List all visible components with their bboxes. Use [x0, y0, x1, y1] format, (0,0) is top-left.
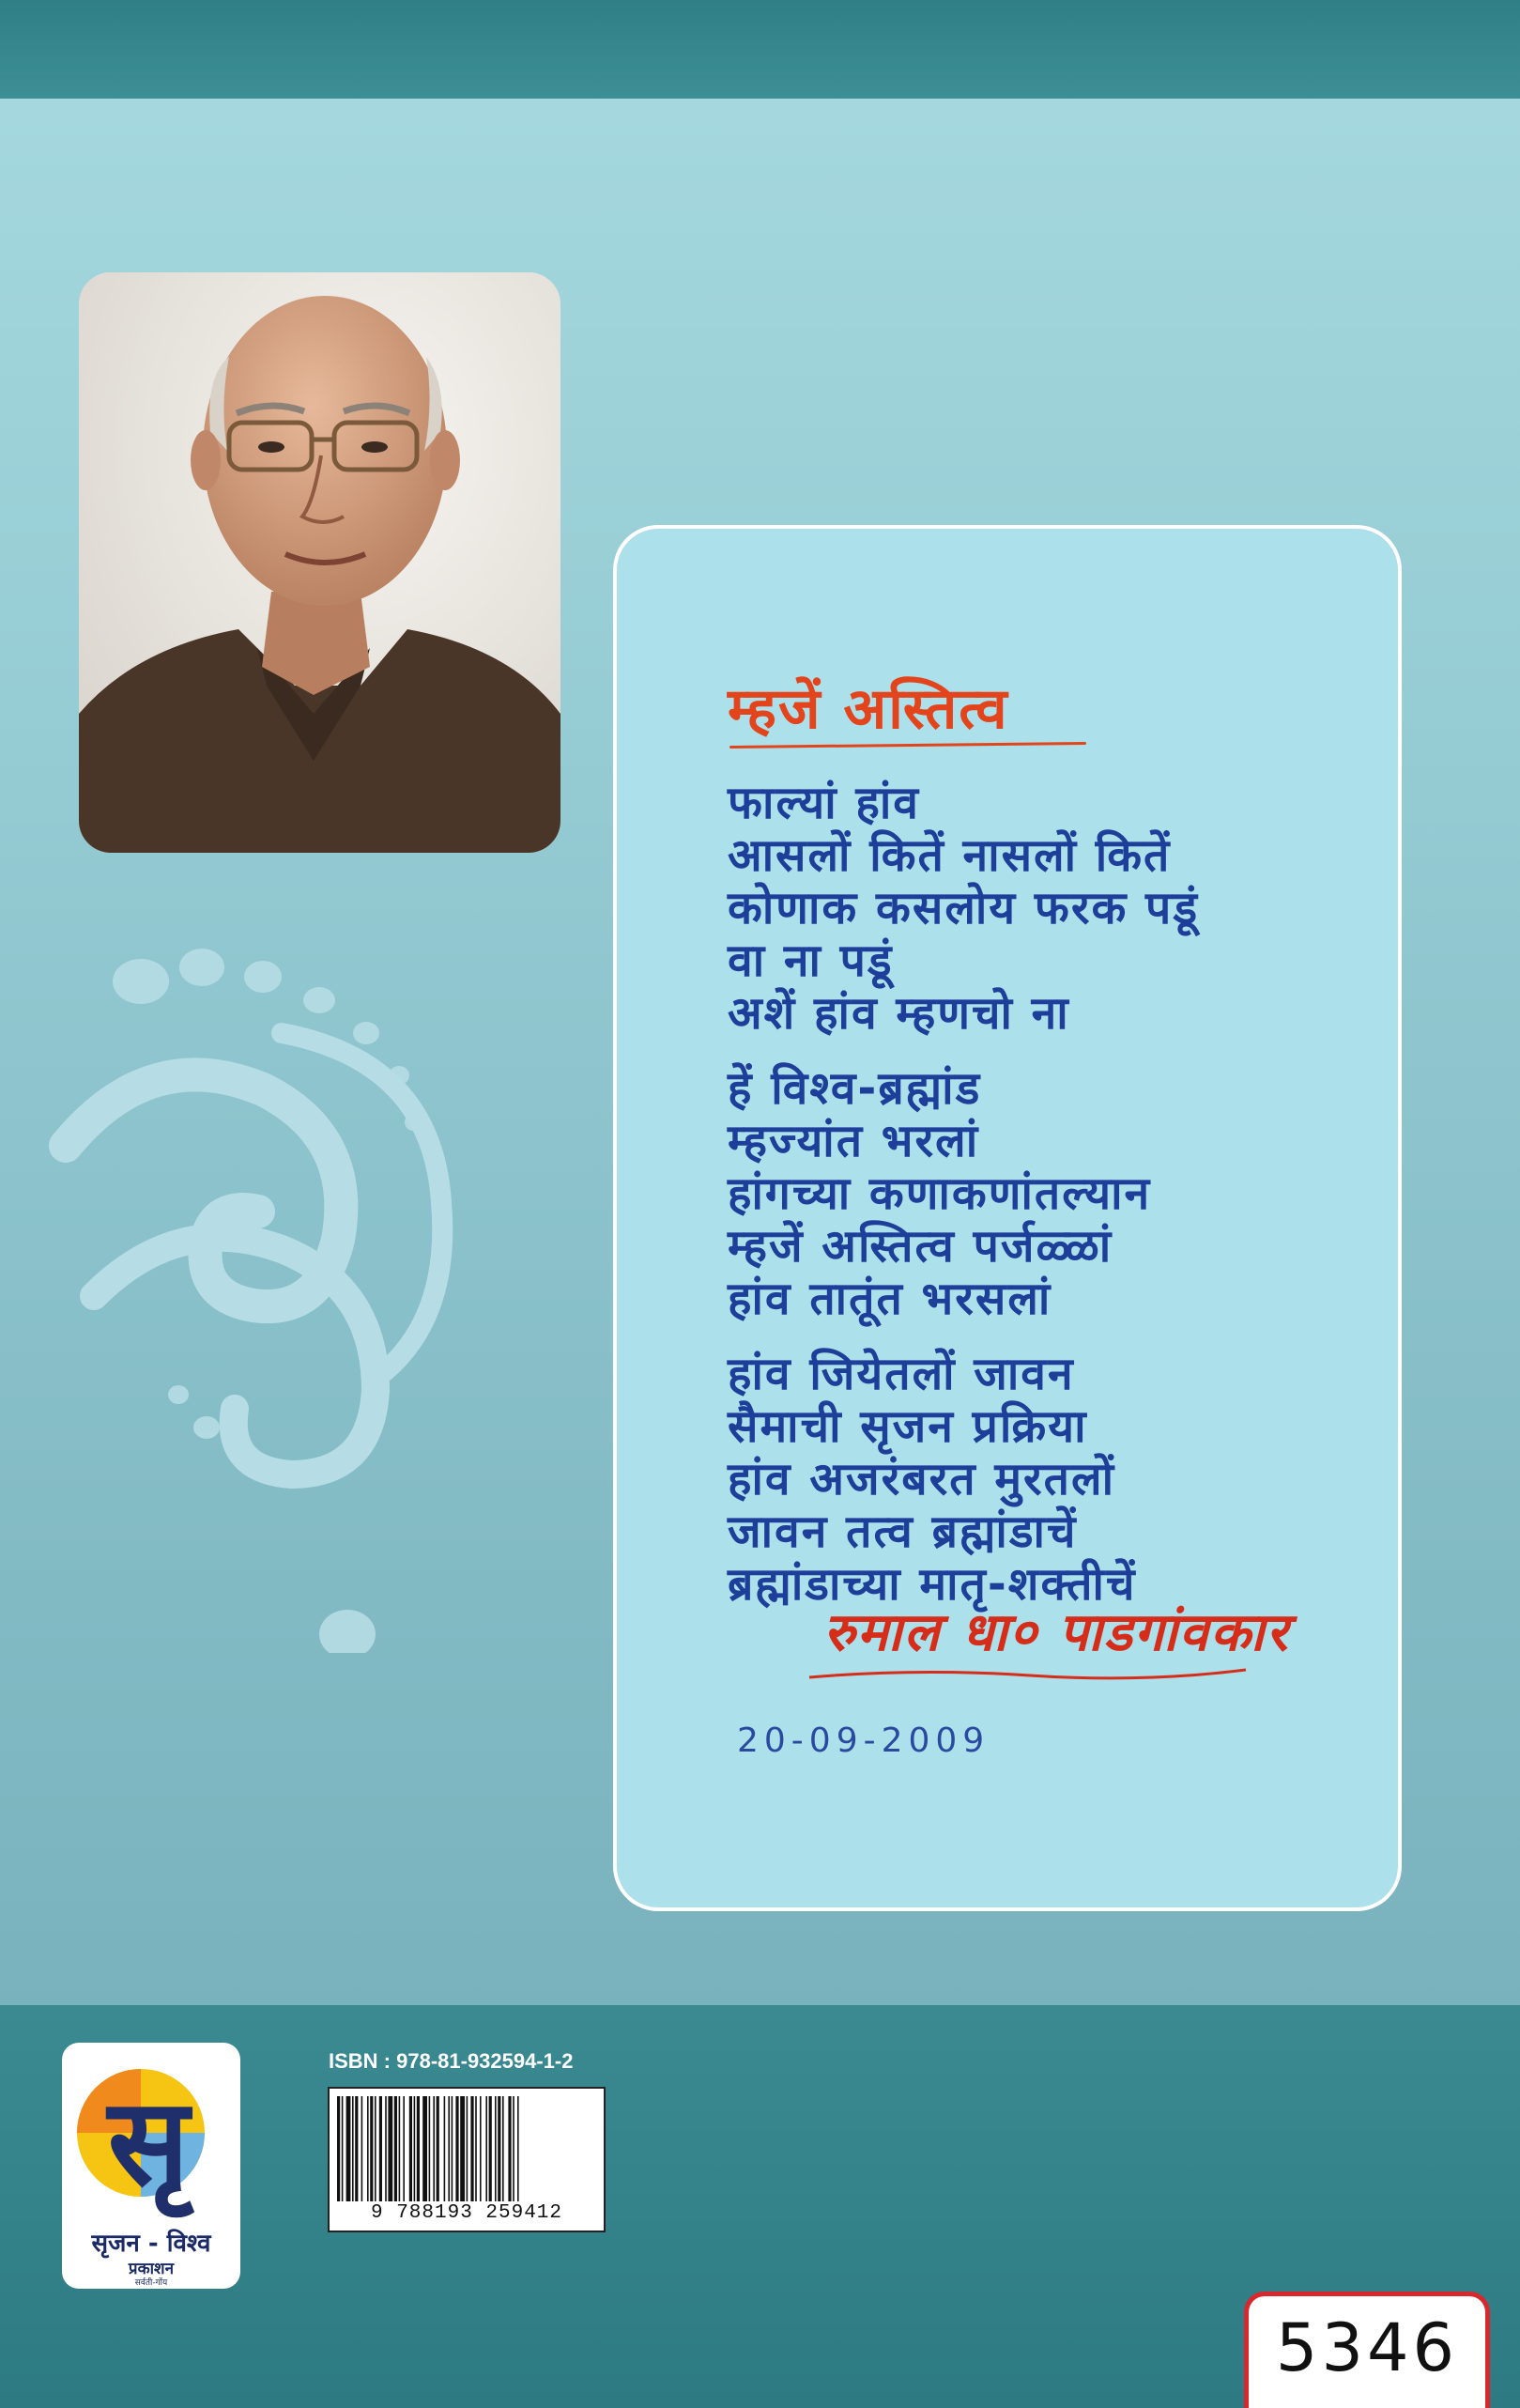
poem-line: हें विश्व-ब्रह्मांड [728, 1062, 982, 1115]
barcode-bar [342, 2096, 344, 2201]
poem-line: म्हजें अस्तित्व पर्जळ्ळां [728, 1220, 1113, 1273]
author-signature: रुमाल धा० पाडगांवकार [823, 1602, 1290, 1663]
barcode-bar [385, 2096, 387, 2201]
poem-line: जावन तत्व ब्रह्मांडाचें [728, 1505, 1078, 1558]
signature-flourish [805, 1660, 1255, 1689]
barcode-bar [337, 2096, 340, 2201]
poem-line: हांव जियेतलों जावन [728, 1348, 1075, 1400]
barcode [328, 2087, 606, 2232]
publisher-place: सर्वती-गोंय [134, 2278, 168, 2288]
barcode-bar [489, 2096, 492, 2201]
barcode-bar [379, 2096, 382, 2201]
barcode-bar [502, 2096, 504, 2201]
library-sticker [1244, 2292, 1490, 2408]
barcode-bar [422, 2096, 427, 2201]
barcode-bar [414, 2096, 416, 2201]
barcode-bar [346, 2096, 351, 2201]
barcode-bar [470, 2096, 473, 2201]
barcode-bar [498, 2096, 500, 2201]
barcode-bar [433, 2096, 435, 2201]
barcode-bar [437, 2096, 439, 2201]
barcode-bar [508, 2096, 511, 2201]
publisher-logo [62, 2043, 240, 2289]
barcode-bar [444, 2096, 446, 2201]
poem-line: सैमाची सृजन प्रक्रिया [728, 1400, 1088, 1453]
poem-line: हांगच्या कणाकणांतल्यान [728, 1167, 1152, 1220]
poem-line: वा ना पडूं [728, 934, 894, 987]
top-band [0, 0, 1520, 99]
poem-line: हांव अजरंबरत मुरतलों [728, 1453, 1116, 1505]
poem-line: म्हज्यांत भरलां [728, 1115, 980, 1167]
barcode-bars [335, 2096, 598, 2201]
barcode-bar [480, 2096, 482, 2201]
barcode-bar [403, 2096, 405, 2201]
barcode-bar [455, 2096, 458, 2201]
barcode-bar [513, 2096, 514, 2201]
barcode-bar [367, 2096, 369, 2201]
poem-line: ब्रह्मांडाच्या मातृ-शक्तीचें [728, 1558, 1137, 1611]
isbn-label: ISBN : 978-81-932594-1-2 [329, 2049, 574, 2073]
barcode-bar [452, 2096, 453, 2201]
publisher-logo-mark [73, 2052, 229, 2223]
library-number: 5346 [1275, 2309, 1459, 2386]
poem-line: आसलों कितें नासलों कितें [728, 829, 1172, 882]
poem-line: कोणाक कसलोय फरक पडूं [728, 882, 1200, 934]
poem-line: हांव तातूंत भरसलां [728, 1273, 1052, 1325]
barcode-bar [399, 2096, 401, 2201]
barcode-bar [361, 2096, 363, 2201]
poem-line: अशें हांव म्हणचो ना [728, 987, 1070, 1040]
barcode-bar [355, 2096, 358, 2201]
barcode-bar [448, 2096, 450, 2201]
publisher-logo-glyph: सृ [107, 2073, 190, 2213]
barcode-bar [394, 2096, 397, 2201]
barcode-bar [467, 2096, 468, 2201]
barcode-bar [460, 2096, 465, 2201]
barcode-bar [370, 2096, 373, 2201]
poem-date: 20-09-2009 [737, 1721, 990, 1760]
author-portrait-illustration [79, 272, 560, 853]
decorative-swirl [38, 902, 488, 1653]
barcode-bar [495, 2096, 497, 2201]
author-photo [79, 272, 560, 853]
barcode-bar [375, 2096, 376, 2201]
publisher-name: सृजन - विश्व [91, 2230, 211, 2258]
barcode-digits: 9 788193 259412 [370, 2202, 563, 2224]
barcode-bar [417, 2096, 420, 2201]
barcode-bar [485, 2096, 487, 2201]
publisher-subtitle: प्रकाशन [128, 2260, 175, 2278]
barcode-bar [517, 2096, 519, 2201]
barcode-bar [475, 2096, 477, 2201]
poem-card [613, 525, 1402, 1911]
poem-title: म्हजें अस्तित्व [728, 676, 1009, 742]
barcode-bar [409, 2096, 412, 2201]
barcode-bar [429, 2096, 431, 2201]
poem-line: फाल्यां हांव [728, 777, 920, 829]
barcode-bar [388, 2096, 392, 2201]
barcode-bar [352, 2096, 354, 2201]
